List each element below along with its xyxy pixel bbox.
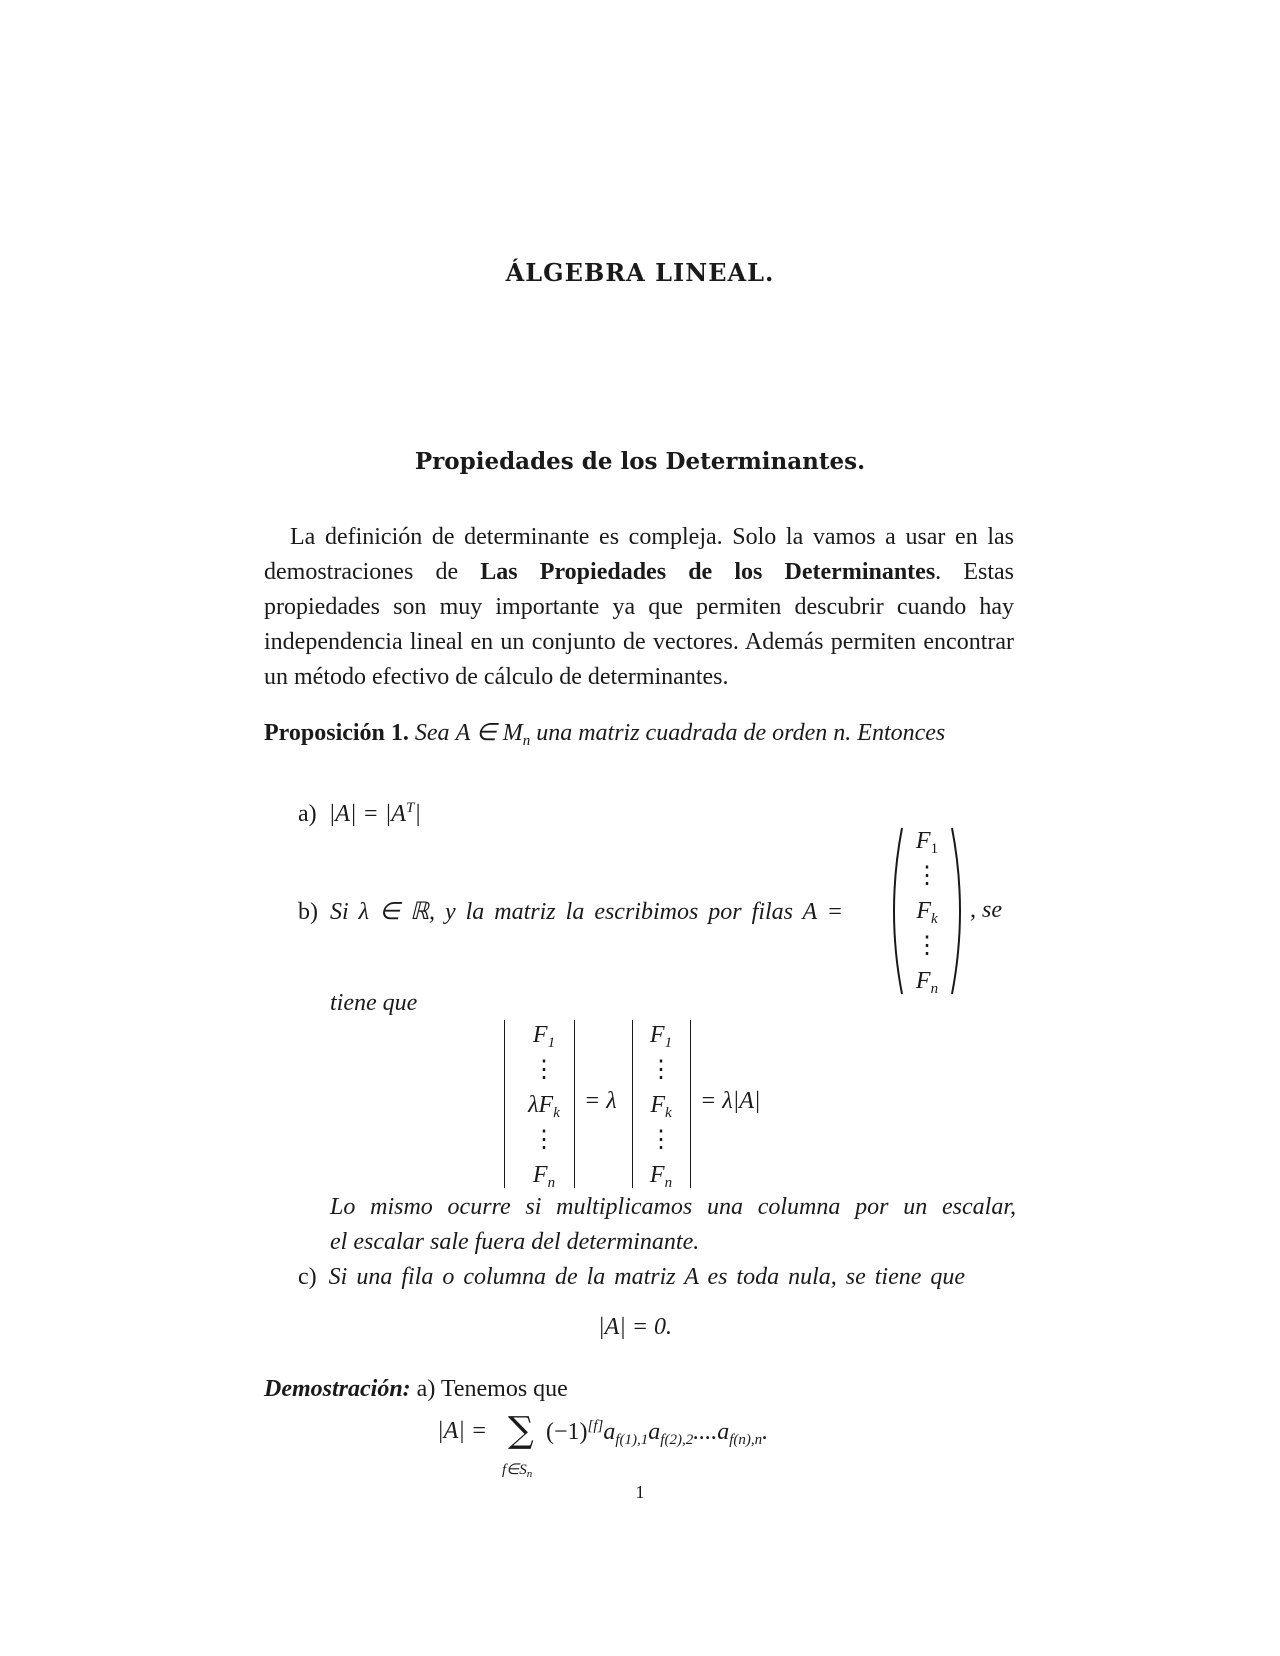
- det1-right-bar: [574, 1020, 575, 1188]
- rhs-row-k-sub: k: [665, 1105, 672, 1121]
- row-k: F: [916, 898, 931, 924]
- proof-text: a) Tenemos que: [416, 1376, 568, 1402]
- rhs-dots-2: ⋮: [649, 1127, 673, 1153]
- lhs-row-n-sub: n: [547, 1175, 556, 1191]
- row-n: F: [915, 968, 931, 994]
- proof: [264, 1376, 568, 1403]
- row-dots-2: ⋮: [915, 933, 939, 959]
- intro-paragraph: [264, 520, 1014, 695]
- det2-right-bar: [690, 1020, 691, 1188]
- proposition: [264, 717, 1014, 758]
- rhs-row-1: F: [649, 1022, 665, 1048]
- proposition-order: n.: [833, 720, 852, 746]
- item-a-close: |: [414, 801, 421, 827]
- proposition-matrix-sub: n: [522, 733, 531, 749]
- item-a-formula: |A| = |A: [328, 801, 406, 827]
- rhs-row-n-sub: n: [664, 1175, 673, 1191]
- det-rhs: [638, 1018, 684, 1193]
- page-number: 1: [635, 1482, 645, 1502]
- factor-dots: ....a: [693, 1419, 730, 1445]
- item-c-label: c): [298, 1264, 317, 1290]
- sum-subscript: [502, 1460, 532, 1480]
- factor-a2: a: [648, 1419, 661, 1445]
- row-1: F: [915, 828, 931, 854]
- term-sup: [f]: [587, 1418, 604, 1434]
- section-title: Propiedades de los Determinantes.: [414, 448, 866, 475]
- left-paren-icon: [884, 826, 904, 996]
- lhs-row-1-sub: 1: [547, 1035, 556, 1051]
- formula-end: .: [762, 1419, 769, 1445]
- term-base: (−1): [546, 1419, 588, 1445]
- item-c-formula: |A| = 0.: [598, 1314, 673, 1340]
- item-a: [298, 800, 421, 828]
- factor-a2-sub: f(2),2: [660, 1432, 694, 1448]
- proposition-statement: una matriz cuadrada de orden: [536, 720, 828, 746]
- item-b-label: b): [298, 899, 318, 925]
- sum-sub-text: f∈S: [502, 1462, 527, 1478]
- item-a-sup: T: [405, 800, 415, 816]
- sum-icon: ∑: [508, 1410, 534, 1451]
- intro-text-after: . Estas propiedades son muy importante ya que permiten descubrir cuando hay independencia lineal en un conjunto de vectores. Además permiten encontrar un método efectivo de cálculo de determinantes.: [264, 559, 1014, 690]
- item-b-text2: , se: [970, 897, 1002, 923]
- rhs-row-n: F: [649, 1162, 665, 1188]
- item-b: [298, 897, 843, 926]
- rhs-row-k: F: [650, 1092, 665, 1118]
- lhs-dots-1: ⋮: [532, 1057, 556, 1083]
- factor-a1: a: [603, 1419, 616, 1445]
- row-n-sub: n: [930, 981, 939, 997]
- item-b-text3: tiene que: [330, 990, 418, 1016]
- lhs-row-n: F: [532, 1162, 548, 1188]
- right-paren-icon: [950, 826, 970, 996]
- det2-left-bar: [632, 1020, 633, 1188]
- proof-formula: [437, 1418, 487, 1445]
- rhs-row-1-sub: 1: [664, 1035, 673, 1051]
- lhs-dots-2: ⋮: [532, 1127, 556, 1153]
- eq-lambda: = λ: [584, 1088, 617, 1114]
- sum-sub-n: n: [526, 1468, 533, 1480]
- rhs-dots-1: ⋮: [649, 1057, 673, 1083]
- proposition-label: Proposición 1.: [264, 720, 409, 746]
- det-lhs: [510, 1018, 578, 1193]
- lhs-row-1: F: [532, 1022, 548, 1048]
- proposition-sea: Sea: [414, 720, 450, 746]
- factor-a1-sub: f(1),1: [615, 1432, 649, 1448]
- proof-lhs: |A| =: [437, 1418, 488, 1444]
- det1-left-bar: [504, 1020, 505, 1188]
- row-dots-1: ⋮: [915, 863, 939, 889]
- proof-label: Demostración:: [264, 1376, 411, 1402]
- factor-an-sub: f(n),n: [729, 1432, 763, 1448]
- intro-bold: Las Propiedades de los Determinantes: [480, 559, 936, 585]
- item-b-text1: Si λ ∈ ℝ, y la matriz la escribimos por filas A =: [330, 899, 843, 925]
- lhs-row-k: λF: [528, 1092, 554, 1118]
- proposition-matrix: A ∈ M: [455, 720, 523, 746]
- rows-matrix: [904, 824, 950, 999]
- sum-term: [546, 1418, 768, 1449]
- row-k-sub: k: [931, 911, 938, 927]
- item-c-text: Si una fila o columna de la matriz A es toda nula, se tiene que: [328, 1264, 966, 1290]
- item-b-note2: el escalar sale fuera del determinante.: [330, 1229, 700, 1255]
- item-c: [298, 1264, 965, 1291]
- document-title: ÁLGEBRA LINEAL.: [505, 258, 775, 287]
- row-1-sub: 1: [930, 841, 939, 857]
- item-b-note1: Lo mismo ocurre si multiplicamos una columna por un escalar,: [330, 1194, 1016, 1220]
- item-a-label: a): [298, 801, 317, 827]
- lhs-row-k-sub: k: [553, 1105, 560, 1121]
- proposition-entonces: Entonces: [857, 720, 946, 746]
- intro-text-before: La definición de determinante es compleja. Solo la vamos a usar en las demostraciones de: [264, 524, 1014, 585]
- eq-lambda-det: = λ|A|: [700, 1088, 761, 1114]
